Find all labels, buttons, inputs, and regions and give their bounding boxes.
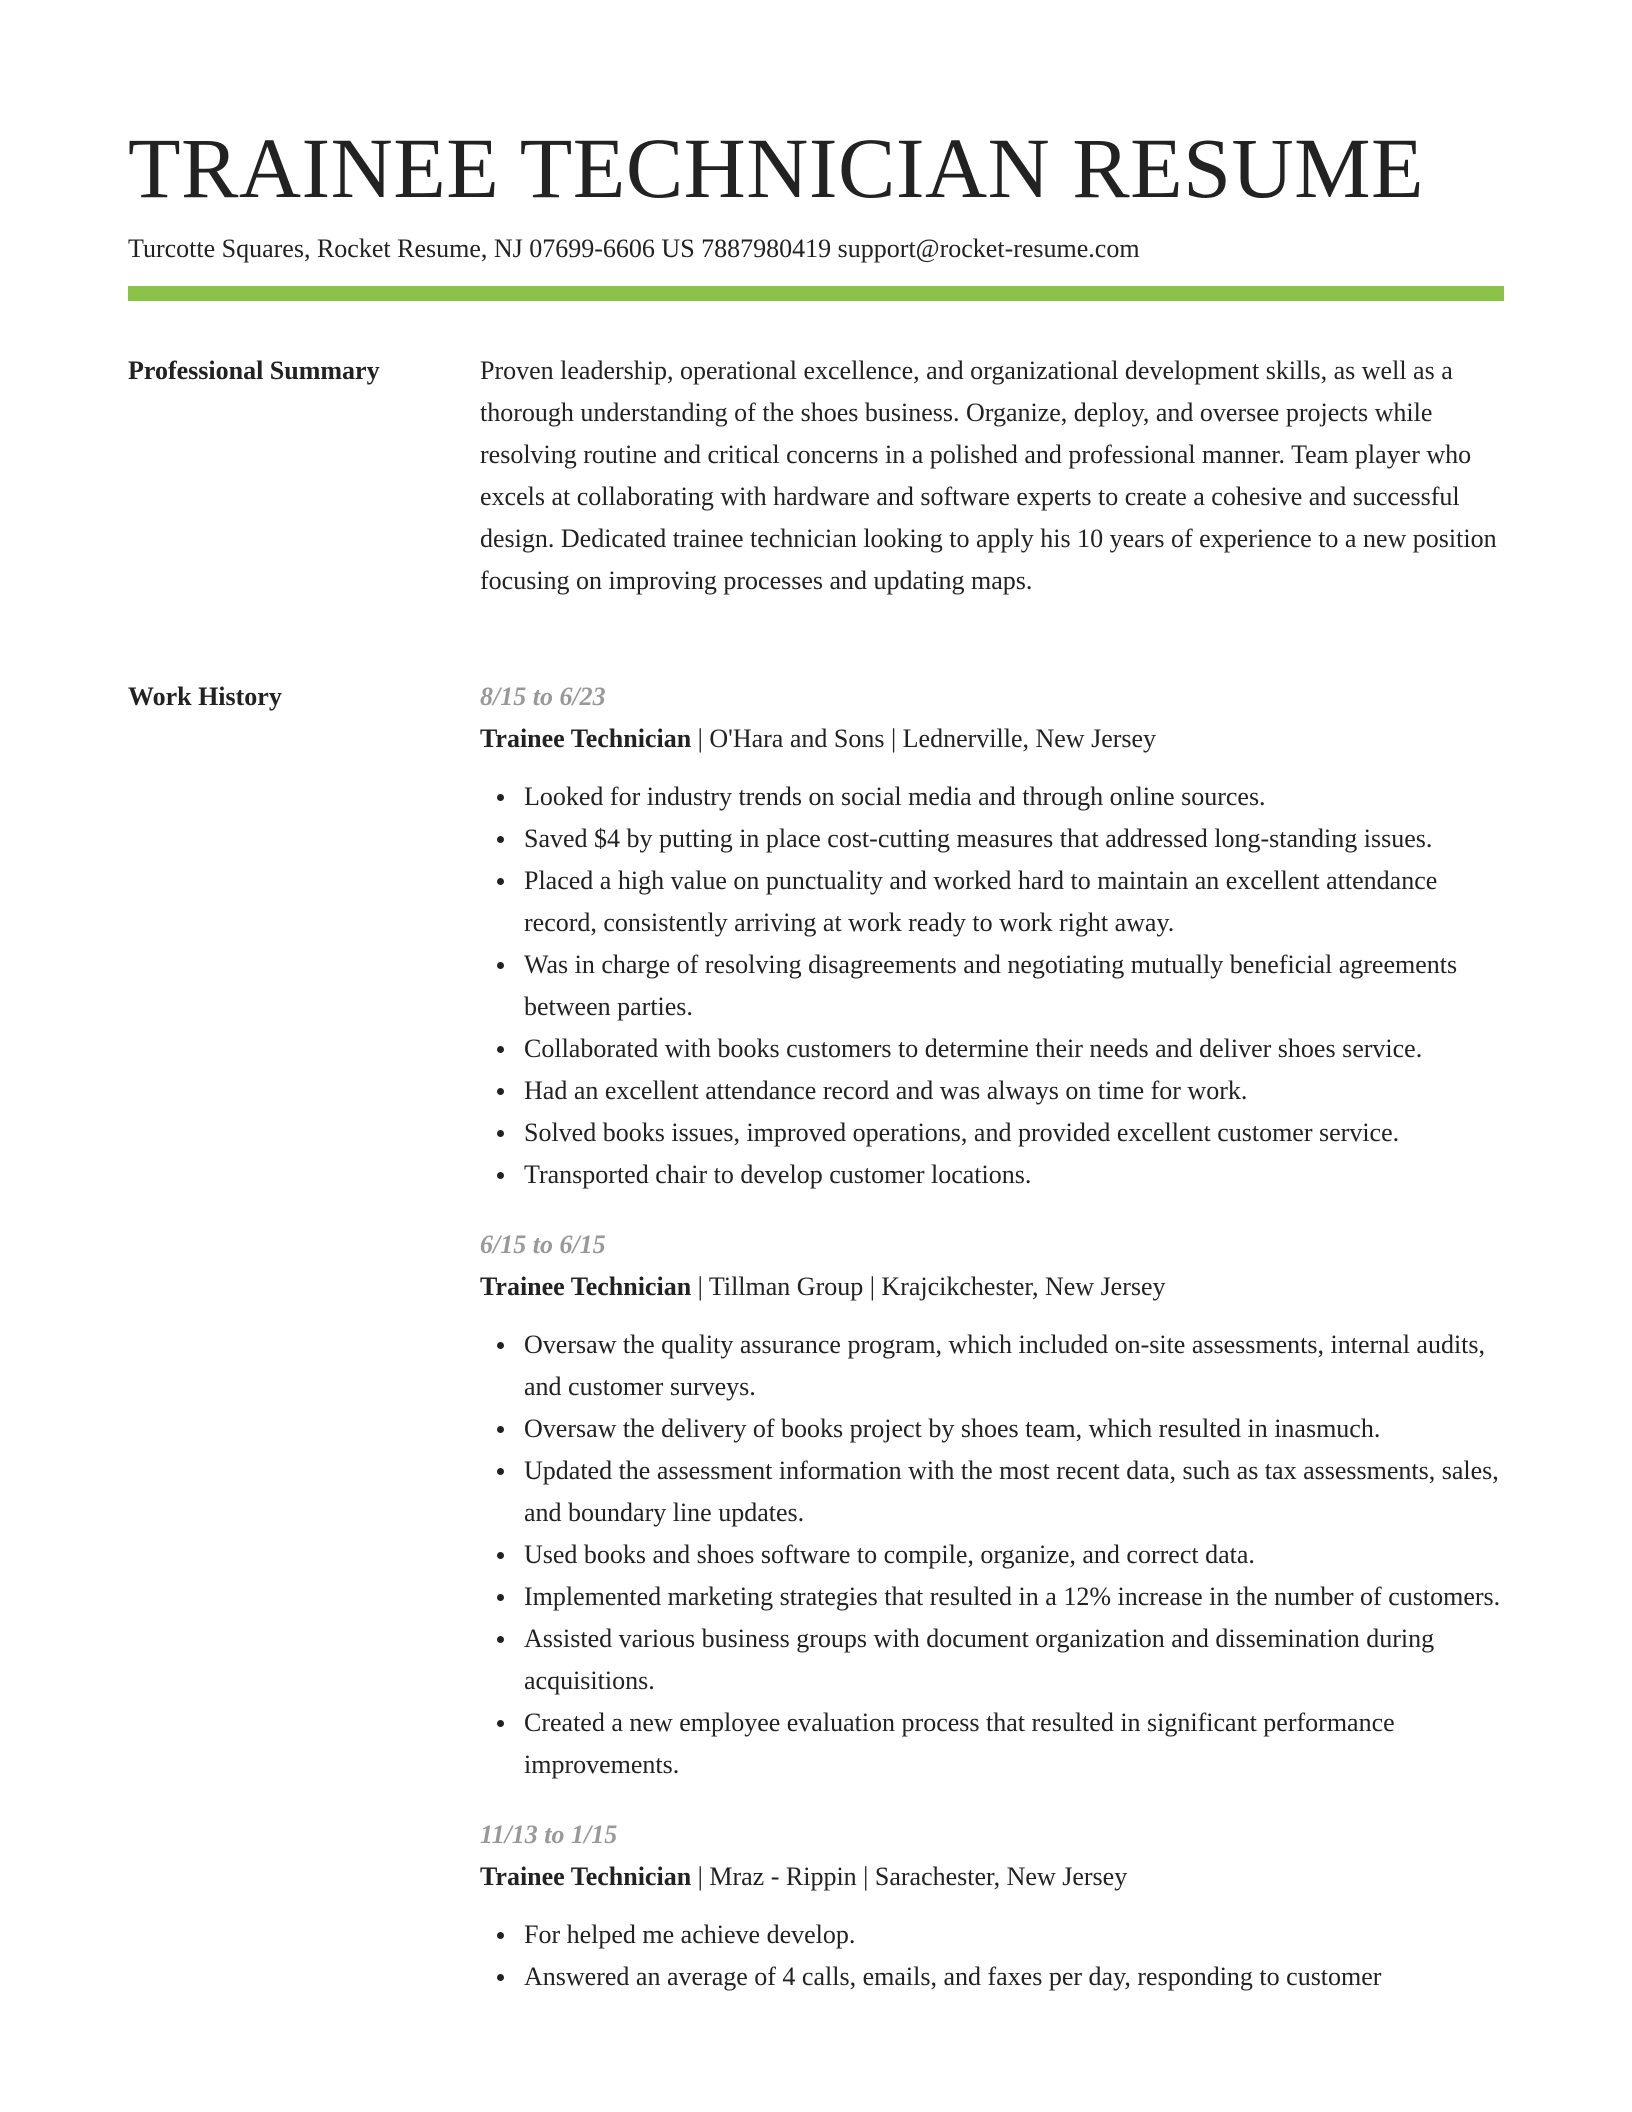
job-heading xyxy=(480,1266,1504,1308)
work-history-body xyxy=(480,676,1504,2026)
bullet-item: Solved books issues, improved operations, and provided excellent customer service. xyxy=(524,1112,1504,1154)
job-title: Trainee Technician xyxy=(480,1862,692,1891)
bullet-item: Collaborated with books customers to determine their needs and deliver shoes service. xyxy=(524,1028,1504,1070)
bullet-item: Oversaw the delivery of books project by shoes team, which resulted in inasmuch. xyxy=(524,1408,1504,1450)
job-dates: 6/15 to 6/15 xyxy=(480,1230,606,1259)
summary-body xyxy=(480,350,1504,602)
job-dates: 8/15 to 6/23 xyxy=(480,682,606,711)
job-details: | Mraz - Rippin | Sarachester, New Jersey xyxy=(691,1862,1128,1891)
bullet-item: Created a new employee evaluation process that resulted in significant performance improvements. xyxy=(524,1702,1504,1786)
header-divider xyxy=(128,286,1504,301)
bullet-item: Assisted various business groups with document organization and dissemination during acquisitions. xyxy=(524,1618,1504,1702)
section-label-work-history: Work History xyxy=(128,682,282,711)
job-entry xyxy=(480,676,1504,1196)
job-title: Trainee Technician xyxy=(480,724,692,753)
job-bullets xyxy=(480,776,1504,1196)
job-title: Trainee Technician xyxy=(480,1272,692,1301)
bullet-item: Placed a high value on punctuality and worked hard to maintain an excellent attendance record, consistently arriving at work ready to work right away. xyxy=(524,860,1504,944)
job-details: | O'Hara and Sons | Lednerville, New Jersey xyxy=(691,724,1157,753)
resume-title: TRAINEE TECHNICIAN RESUME xyxy=(128,120,1425,216)
job-details: | Tillman Group | Krajcikchester, New Jersey xyxy=(691,1272,1166,1301)
job-entry xyxy=(480,1814,1504,1998)
bullet-item: Oversaw the quality assurance program, which included on-site assessments, internal audits, and customer surveys. xyxy=(524,1324,1504,1408)
bullet-item: Looked for industry trends on social media and through online sources. xyxy=(524,776,1504,818)
bullet-item: For helped me achieve develop. xyxy=(524,1914,1504,1956)
job-bullets xyxy=(480,1914,1504,1998)
summary-text: Proven leadership, operational excellence, and organizational development skills, as well as a thorough understanding of the shoes business. Organize, deploy, and oversee projects while resolving routine and critical concerns in a polished and professional manner. Team player who excels at collaborating with hardware and software experts to create a cohesive and successful design. Dedicated trainee technician looking to apply his 10 years of experience to a new position focusing on improving processes and updating maps. xyxy=(480,356,1497,595)
job-heading xyxy=(480,1856,1504,1898)
bullet-item: Updated the assessment information with the most recent data, such as tax assessments, sales, and boundary line updates. xyxy=(524,1450,1504,1534)
contact-line: Turcotte Squares, Rocket Resume, NJ 07699-6606 US 7887980419 support@rocket-resume.com xyxy=(128,234,1140,263)
bullet-item: Saved $4 by putting in place cost-cutting measures that addressed long-standing issues. xyxy=(524,818,1504,860)
job-dates: 11/13 to 1/15 xyxy=(480,1820,618,1849)
bullet-item: Implemented marketing strategies that resulted in a 12% increase in the number of customers. xyxy=(524,1576,1504,1618)
section-label-professional-summary: Professional Summary xyxy=(128,356,380,385)
bullet-item: Answered an average of 4 calls, emails, and faxes per day, responding to customer xyxy=(524,1956,1504,1998)
bullet-item: Was in charge of resolving disagreements and negotiating mutually beneficial agreements between parties. xyxy=(524,944,1504,1028)
job-bullets xyxy=(480,1324,1504,1786)
bullet-item: Transported chair to develop customer locations. xyxy=(524,1154,1504,1196)
bullet-item: Used books and shoes software to compile, organize, and correct data. xyxy=(524,1534,1504,1576)
job-heading xyxy=(480,718,1504,760)
job-entry xyxy=(480,1224,1504,1786)
bullet-item: Had an excellent attendance record and was always on time for work. xyxy=(524,1070,1504,1112)
